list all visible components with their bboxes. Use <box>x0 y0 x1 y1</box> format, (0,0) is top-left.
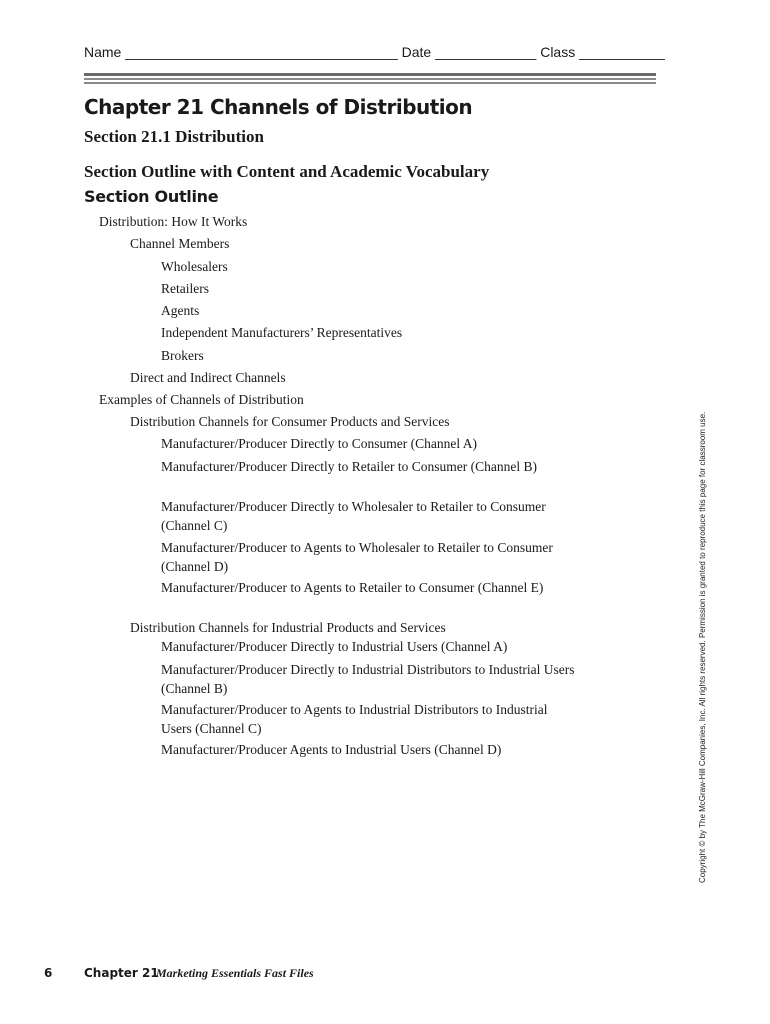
outline-item: Manufacturer/Producer Agents to Industrial Users (Channel D) <box>161 742 502 757</box>
header-rules <box>84 73 656 86</box>
outline-item: Direct and Indirect Channels <box>130 370 286 385</box>
outline-item: Channel Members <box>130 236 230 251</box>
outline-heading: Section Outline with Content and Academic Vocabulary <box>84 162 490 181</box>
outline-item: Retailers <box>161 281 209 296</box>
header-rule <box>84 73 656 76</box>
copyright-notice: Copyright © by The McGraw-Hill Companies, Inc. All rights reserved. Permission is granted to reproduce this page for classroom use. <box>698 411 707 883</box>
outline-item: Examples of Channels of Distribution <box>99 392 304 407</box>
outline-item: Manufacturer/Producer to Agents to Industrial Distributors to Industrial Users (Channel C) <box>161 702 548 736</box>
outline-item: Brokers <box>161 348 204 363</box>
outline-item: Manufacturer/Producer Directly to Industrial Distributors to Industrial Users (Channel B) <box>161 662 575 696</box>
outline-item: Distribution Channels for Industrial Products and Services <box>130 620 446 635</box>
section-title: Section 21.1 Distribution <box>84 127 264 146</box>
name-date-class-line: Name ___________________________________ Date _____________ Class ___________ <box>84 44 665 60</box>
chapter-title: Chapter 21 Channels of Distribution <box>84 95 473 119</box>
header-rule <box>84 78 656 80</box>
outline-item: Independent Manufacturers’ Representatives <box>161 325 403 340</box>
outline-item: Agents <box>161 303 200 318</box>
outline-subheading: Section Outline <box>84 187 219 206</box>
outline-item: Manufacturer/Producer to Agents to Wholesaler to Retailer to Consumer (Channel D) <box>161 540 553 574</box>
outline-item: Manufacturer/Producer Directly to Consumer (Channel A) <box>161 436 478 451</box>
header-rule <box>84 82 656 84</box>
outline-item: Manufacturer/Producer to Agents to Retailer to Consumer (Channel E) <box>161 580 544 595</box>
outline-item: Wholesalers <box>161 259 228 274</box>
footer-book-title: Marketing Essentials Fast Files <box>156 966 314 980</box>
footer-chapter: Chapter 21 <box>84 966 159 980</box>
outline-item: Manufacturer/Producer Directly to Retailer to Consumer (Channel B) <box>161 459 538 474</box>
outline-item: Manufacturer/Producer Directly to Industrial Users (Channel A) <box>161 639 508 654</box>
page-number: 6 <box>44 966 53 980</box>
outline-item: Manufacturer/Producer Directly to Wholesaler to Retailer to Consumer (Channel C) <box>161 499 546 533</box>
outline-item: Distribution: How It Works <box>99 214 248 229</box>
outline-item: Distribution Channels for Consumer Products and Services <box>130 414 450 429</box>
